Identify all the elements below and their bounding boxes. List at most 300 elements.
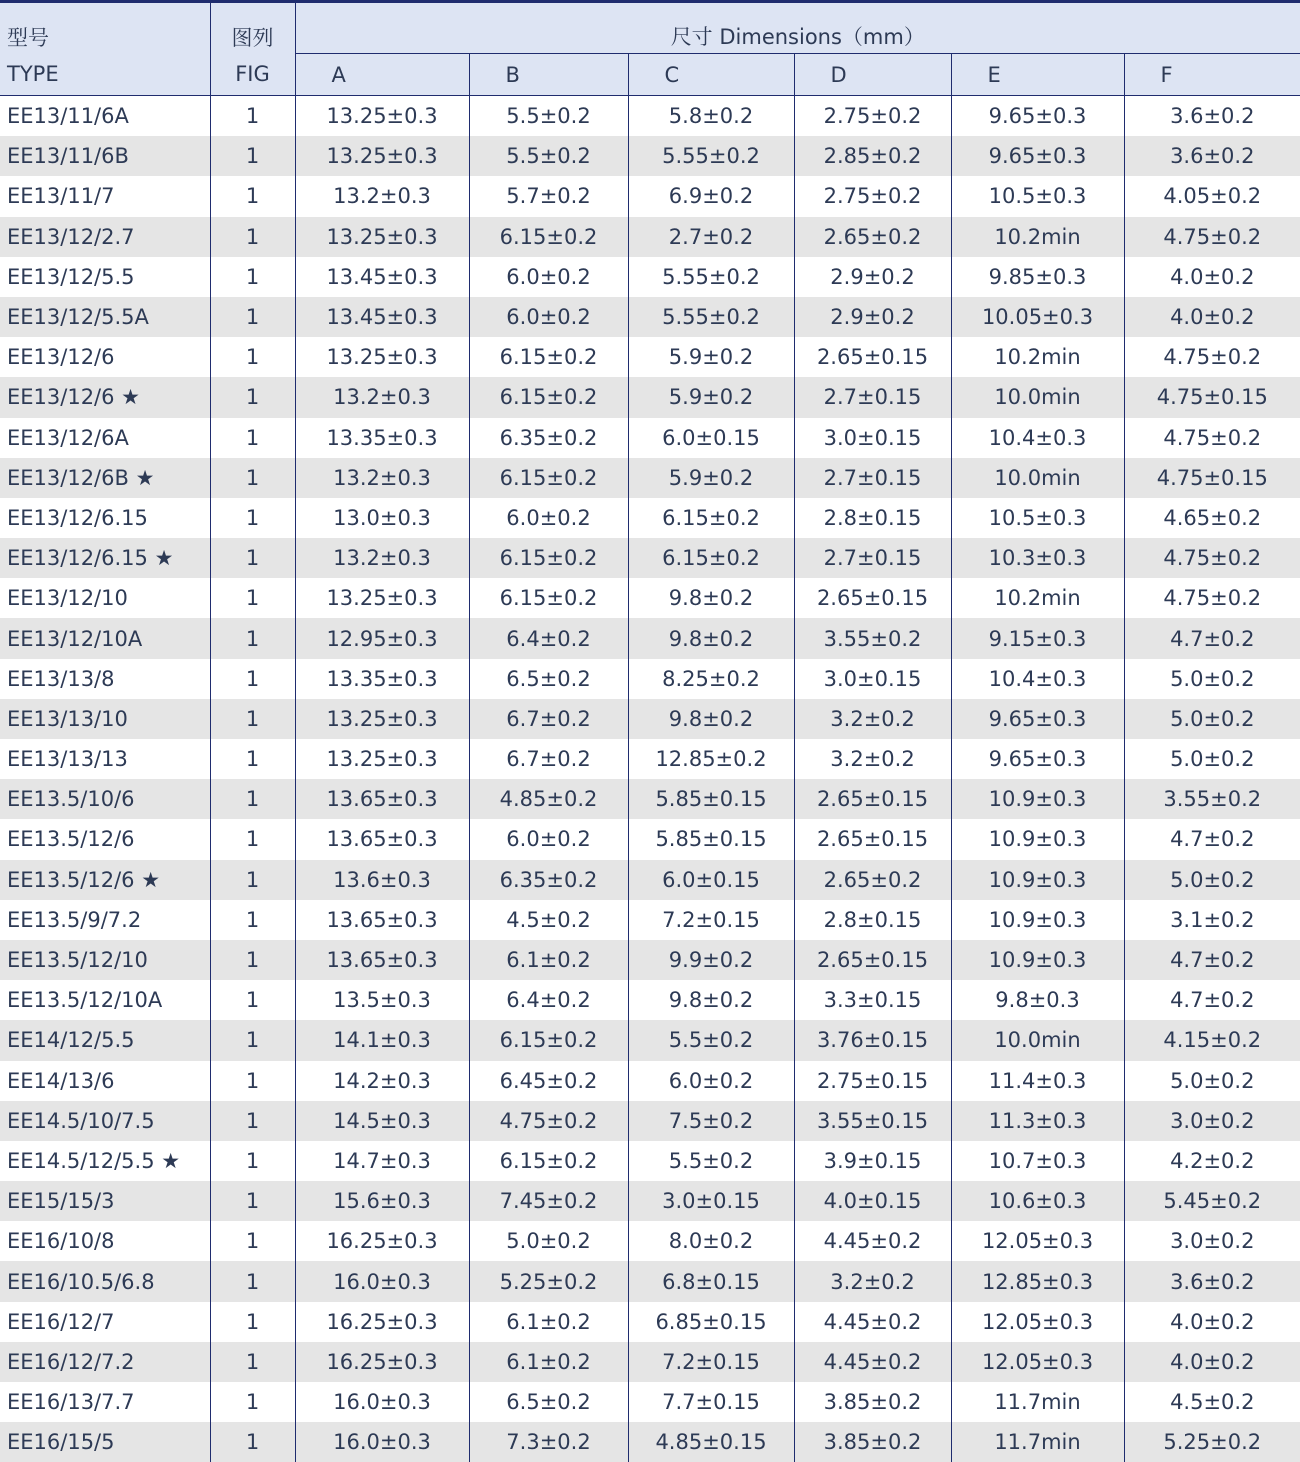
c-cell: 5.85±0.15	[628, 779, 794, 819]
table-header	[0, 3, 1300, 96]
table-row	[0, 1020, 1300, 1060]
a-cell: 13.2±0.3	[295, 538, 469, 578]
c-cell: 9.8±0.2	[628, 980, 794, 1020]
a-cell: 16.0±0.3	[295, 1261, 469, 1301]
c-cell: 12.85±0.2	[628, 739, 794, 779]
fig-cell: 1	[210, 136, 295, 176]
a-cell: 15.6±0.3	[295, 1181, 469, 1221]
e-cell: 10.4±0.3	[951, 418, 1124, 458]
e-cell: 11.4±0.3	[951, 1061, 1124, 1101]
c-cell: 7.2±0.15	[628, 900, 794, 940]
e-cell: 9.85±0.3	[951, 257, 1124, 297]
e-cell: 11.7min	[951, 1422, 1124, 1462]
c-cell: 6.0±0.2	[628, 1061, 794, 1101]
fig-cell: 1	[210, 1382, 295, 1422]
fig-cell: 1	[210, 1302, 295, 1342]
type-cell: EE16/12/7.2	[0, 1342, 210, 1382]
type-cell: EE13.5/12/10	[0, 940, 210, 980]
b-cell: 6.0±0.2	[469, 257, 628, 297]
a-cell: 13.65±0.3	[295, 819, 469, 859]
f-cell: 5.0±0.2	[1124, 860, 1300, 900]
table-row	[0, 578, 1300, 618]
e-cell: 10.9±0.3	[951, 860, 1124, 900]
e-cell: 10.4±0.3	[951, 659, 1124, 699]
d-cell: 3.2±0.2	[794, 699, 951, 739]
d-cell: 3.9±0.15	[794, 1141, 951, 1181]
f-cell: 3.1±0.2	[1124, 900, 1300, 940]
type-cell: EE13/12/2.7	[0, 217, 210, 257]
b-cell: 5.7±0.2	[469, 176, 628, 216]
b-cell: 6.15±0.2	[469, 217, 628, 257]
a-cell: 16.25±0.3	[295, 1302, 469, 1342]
table-row	[0, 940, 1300, 980]
f-cell: 5.45±0.2	[1124, 1181, 1300, 1221]
fig-cell: 1	[210, 1261, 295, 1301]
type-cell: EE16/13/7.7	[0, 1382, 210, 1422]
f-cell: 3.6±0.2	[1124, 136, 1300, 176]
f-cell: 4.75±0.2	[1124, 217, 1300, 257]
type-cell: EE13/12/5.5	[0, 257, 210, 297]
e-cell: 9.15±0.3	[951, 618, 1124, 658]
f-cell: 4.75±0.2	[1124, 418, 1300, 458]
c-cell: 6.9±0.2	[628, 176, 794, 216]
c-cell: 6.0±0.15	[628, 418, 794, 458]
type-cell: EE13/13/8	[0, 659, 210, 699]
type-cell: EE16/12/7	[0, 1302, 210, 1342]
b-cell: 6.7±0.2	[469, 699, 628, 739]
b-cell: 6.15±0.2	[469, 458, 628, 498]
f-cell: 3.6±0.2	[1124, 1261, 1300, 1301]
a-cell: 13.25±0.3	[295, 96, 469, 137]
fig-cell: 1	[210, 257, 295, 297]
table-row	[0, 136, 1300, 176]
e-cell: 10.6±0.3	[951, 1181, 1124, 1221]
type-cell: EE13/12/6A	[0, 418, 210, 458]
b-cell: 6.15±0.2	[469, 538, 628, 578]
fig-cell: 1	[210, 176, 295, 216]
f-cell: 4.65±0.2	[1124, 498, 1300, 538]
a-cell: 13.65±0.3	[295, 779, 469, 819]
b-cell: 4.5±0.2	[469, 900, 628, 940]
table-row	[0, 257, 1300, 297]
e-cell: 10.05±0.3	[951, 297, 1124, 337]
e-cell: 10.9±0.3	[951, 940, 1124, 980]
e-cell: 12.85±0.3	[951, 1261, 1124, 1301]
type-cell: EE13/11/7	[0, 176, 210, 216]
f-cell: 4.75±0.2	[1124, 538, 1300, 578]
f-cell: 3.6±0.2	[1124, 96, 1300, 137]
b-cell: 6.0±0.2	[469, 819, 628, 859]
table-row	[0, 1141, 1300, 1181]
a-cell: 13.45±0.3	[295, 297, 469, 337]
a-cell: 16.25±0.3	[295, 1342, 469, 1382]
d-cell: 2.7±0.15	[794, 377, 951, 417]
c-cell: 9.8±0.2	[628, 618, 794, 658]
a-cell: 14.5±0.3	[295, 1101, 469, 1141]
e-cell: 9.65±0.3	[951, 136, 1124, 176]
type-cell: EE14/12/5.5	[0, 1020, 210, 1060]
b-cell: 5.5±0.2	[469, 136, 628, 176]
f-cell: 4.75±0.15	[1124, 377, 1300, 417]
a-cell: 13.2±0.3	[295, 377, 469, 417]
type-header-cn: 型号	[0, 3, 210, 54]
table-row	[0, 819, 1300, 859]
c-cell: 5.5±0.2	[628, 1020, 794, 1060]
b-cell: 5.25±0.2	[469, 1261, 628, 1301]
c-cell: 9.9±0.2	[628, 940, 794, 980]
d-cell: 2.7±0.15	[794, 538, 951, 578]
b-cell: 6.5±0.2	[469, 1382, 628, 1422]
d-cell: 2.75±0.2	[794, 176, 951, 216]
table-row	[0, 1261, 1300, 1301]
a-cell: 13.45±0.3	[295, 257, 469, 297]
table-row	[0, 458, 1300, 498]
type-cell: EE14/13/6	[0, 1061, 210, 1101]
c-cell: 7.7±0.15	[628, 1382, 794, 1422]
a-cell: 14.2±0.3	[295, 1061, 469, 1101]
a-cell: 13.25±0.3	[295, 337, 469, 377]
fig-header-cn: 图列	[210, 3, 295, 54]
e-cell: 10.0min	[951, 377, 1124, 417]
d-cell: 2.65±0.15	[794, 940, 951, 980]
b-cell: 6.35±0.2	[469, 860, 628, 900]
e-cell: 10.2min	[951, 337, 1124, 377]
e-cell: 12.05±0.3	[951, 1342, 1124, 1382]
a-cell: 13.25±0.3	[295, 699, 469, 739]
b-cell: 6.5±0.2	[469, 659, 628, 699]
c-cell: 5.9±0.2	[628, 458, 794, 498]
e-cell: 12.05±0.3	[951, 1302, 1124, 1342]
e-cell: 9.65±0.3	[951, 699, 1124, 739]
b-cell: 6.15±0.2	[469, 337, 628, 377]
type-cell: EE13.5/9/7.2	[0, 900, 210, 940]
type-cell: EE13/11/6A	[0, 96, 210, 137]
fig-cell: 1	[210, 1141, 295, 1181]
b-cell: 6.15±0.2	[469, 377, 628, 417]
d-cell: 3.0±0.15	[794, 418, 951, 458]
a-cell: 13.25±0.3	[295, 578, 469, 618]
d-cell: 3.55±0.15	[794, 1101, 951, 1141]
col-header-e: E	[951, 54, 1124, 96]
e-cell: 10.9±0.3	[951, 779, 1124, 819]
type-cell: EE13/13/13	[0, 739, 210, 779]
e-cell: 10.9±0.3	[951, 819, 1124, 859]
e-cell: 10.7±0.3	[951, 1141, 1124, 1181]
table-row	[0, 337, 1300, 377]
d-cell: 2.65±0.15	[794, 819, 951, 859]
e-cell: 11.3±0.3	[951, 1101, 1124, 1141]
type-cell: EE16/10.5/6.8	[0, 1261, 210, 1301]
c-cell: 6.15±0.2	[628, 498, 794, 538]
f-cell: 4.05±0.2	[1124, 176, 1300, 216]
table-row	[0, 1422, 1300, 1462]
dimensions-header: 尺寸 Dimensions（mm）	[295, 3, 1300, 54]
e-cell: 10.5±0.3	[951, 176, 1124, 216]
f-cell: 5.0±0.2	[1124, 1061, 1300, 1101]
c-cell: 7.5±0.2	[628, 1101, 794, 1141]
fig-cell: 1	[210, 659, 295, 699]
table-row	[0, 1302, 1300, 1342]
f-cell: 4.75±0.15	[1124, 458, 1300, 498]
e-cell: 12.05±0.3	[951, 1221, 1124, 1261]
b-cell: 4.75±0.2	[469, 1101, 628, 1141]
fig-cell: 1	[210, 1181, 295, 1221]
f-cell: 4.5±0.2	[1124, 1382, 1300, 1422]
f-cell: 4.2±0.2	[1124, 1141, 1300, 1181]
fig-cell: 1	[210, 1342, 295, 1382]
b-cell: 5.0±0.2	[469, 1221, 628, 1261]
b-cell: 6.45±0.2	[469, 1061, 628, 1101]
c-cell: 3.0±0.15	[628, 1181, 794, 1221]
d-cell: 2.65±0.2	[794, 860, 951, 900]
table-row	[0, 779, 1300, 819]
fig-cell: 1	[210, 739, 295, 779]
table-row	[0, 498, 1300, 538]
table-row	[0, 860, 1300, 900]
f-cell: 3.0±0.2	[1124, 1101, 1300, 1141]
type-cell: EE14.5/10/7.5	[0, 1101, 210, 1141]
f-cell: 5.0±0.2	[1124, 659, 1300, 699]
b-cell: 6.15±0.2	[469, 1141, 628, 1181]
fig-cell: 1	[210, 699, 295, 739]
d-cell: 2.9±0.2	[794, 257, 951, 297]
d-cell: 3.55±0.2	[794, 618, 951, 658]
f-cell: 5.0±0.2	[1124, 739, 1300, 779]
f-cell: 4.75±0.2	[1124, 578, 1300, 618]
table-row	[0, 1382, 1300, 1422]
d-cell: 4.0±0.15	[794, 1181, 951, 1221]
b-cell: 6.35±0.2	[469, 418, 628, 458]
b-cell: 4.85±0.2	[469, 779, 628, 819]
f-cell: 4.7±0.2	[1124, 618, 1300, 658]
type-cell: EE13/13/10	[0, 699, 210, 739]
type-cell: EE13.5/12/10A	[0, 980, 210, 1020]
f-cell: 4.7±0.2	[1124, 940, 1300, 980]
c-cell: 6.85±0.15	[628, 1302, 794, 1342]
c-cell: 2.7±0.2	[628, 217, 794, 257]
c-cell: 5.8±0.2	[628, 96, 794, 137]
e-cell: 10.0min	[951, 1020, 1124, 1060]
fig-cell: 1	[210, 1061, 295, 1101]
type-cell: EE15/15/3	[0, 1181, 210, 1221]
d-cell: 2.65±0.2	[794, 217, 951, 257]
a-cell: 14.1±0.3	[295, 1020, 469, 1060]
type-cell: EE13/12/10	[0, 578, 210, 618]
f-cell: 4.7±0.2	[1124, 980, 1300, 1020]
a-cell: 14.7±0.3	[295, 1141, 469, 1181]
d-cell: 2.9±0.2	[794, 297, 951, 337]
col-header-c: C	[628, 54, 794, 96]
table-row	[0, 96, 1300, 137]
b-cell: 6.15±0.2	[469, 1020, 628, 1060]
fig-cell: 1	[210, 618, 295, 658]
fig-cell: 1	[210, 418, 295, 458]
d-cell: 3.2±0.2	[794, 1261, 951, 1301]
table-row	[0, 980, 1300, 1020]
f-cell: 3.0±0.2	[1124, 1221, 1300, 1261]
d-cell: 4.45±0.2	[794, 1221, 951, 1261]
c-cell: 5.55±0.2	[628, 136, 794, 176]
e-cell: 10.0min	[951, 458, 1124, 498]
b-cell: 6.0±0.2	[469, 498, 628, 538]
c-cell: 5.9±0.2	[628, 377, 794, 417]
type-cell: EE13.5/10/6	[0, 779, 210, 819]
a-cell: 13.0±0.3	[295, 498, 469, 538]
f-cell: 4.0±0.2	[1124, 297, 1300, 337]
f-cell: 4.75±0.2	[1124, 337, 1300, 377]
b-cell: 7.3±0.2	[469, 1422, 628, 1462]
c-cell: 5.9±0.2	[628, 337, 794, 377]
d-cell: 2.85±0.2	[794, 136, 951, 176]
c-cell: 6.15±0.2	[628, 538, 794, 578]
a-cell: 16.0±0.3	[295, 1422, 469, 1462]
d-cell: 3.0±0.15	[794, 659, 951, 699]
type-cell: EE13.5/12/6 ★	[0, 860, 210, 900]
c-cell: 5.5±0.2	[628, 1141, 794, 1181]
d-cell: 2.7±0.15	[794, 458, 951, 498]
table-row	[0, 1061, 1300, 1101]
type-cell: EE13/12/6B ★	[0, 458, 210, 498]
fig-cell: 1	[210, 1020, 295, 1060]
e-cell: 9.65±0.3	[951, 96, 1124, 137]
f-cell: 4.15±0.2	[1124, 1020, 1300, 1060]
e-cell: 10.3±0.3	[951, 538, 1124, 578]
fig-cell: 1	[210, 1221, 295, 1261]
a-cell: 13.25±0.3	[295, 136, 469, 176]
f-cell: 5.0±0.2	[1124, 699, 1300, 739]
c-cell: 5.85±0.15	[628, 819, 794, 859]
d-cell: 2.75±0.2	[794, 96, 951, 137]
type-cell: EE13/12/10A	[0, 618, 210, 658]
col-header-a: A	[295, 54, 469, 96]
c-cell: 9.8±0.2	[628, 699, 794, 739]
fig-header-en: FIG	[210, 54, 295, 96]
table-row	[0, 176, 1300, 216]
d-cell: 2.8±0.15	[794, 498, 951, 538]
fig-cell: 1	[210, 779, 295, 819]
c-cell: 4.85±0.15	[628, 1422, 794, 1462]
fig-cell: 1	[210, 819, 295, 859]
b-cell: 6.4±0.2	[469, 618, 628, 658]
table-body	[0, 96, 1300, 1462]
f-cell: 4.0±0.2	[1124, 1302, 1300, 1342]
a-cell: 13.5±0.3	[295, 980, 469, 1020]
fig-cell: 1	[210, 377, 295, 417]
a-cell: 13.65±0.3	[295, 940, 469, 980]
a-cell: 13.65±0.3	[295, 900, 469, 940]
e-cell: 10.5±0.3	[951, 498, 1124, 538]
table-row	[0, 900, 1300, 940]
fig-cell: 1	[210, 217, 295, 257]
fig-cell: 1	[210, 96, 295, 137]
type-cell: EE16/10/8	[0, 1221, 210, 1261]
e-cell: 9.65±0.3	[951, 739, 1124, 779]
c-cell: 8.0±0.2	[628, 1221, 794, 1261]
a-cell: 16.0±0.3	[295, 1382, 469, 1422]
b-cell: 7.45±0.2	[469, 1181, 628, 1221]
a-cell: 12.95±0.3	[295, 618, 469, 658]
fig-cell: 1	[210, 458, 295, 498]
type-cell: EE13/12/6 ★	[0, 377, 210, 417]
fig-cell: 1	[210, 337, 295, 377]
a-cell: 13.35±0.3	[295, 418, 469, 458]
fig-cell: 1	[210, 940, 295, 980]
e-cell: 9.8±0.3	[951, 980, 1124, 1020]
c-cell: 8.25±0.2	[628, 659, 794, 699]
d-cell: 2.65±0.15	[794, 337, 951, 377]
d-cell: 4.45±0.2	[794, 1342, 951, 1382]
table-row	[0, 1181, 1300, 1221]
table-row	[0, 538, 1300, 578]
table-row	[0, 418, 1300, 458]
d-cell: 3.3±0.15	[794, 980, 951, 1020]
e-cell: 10.2min	[951, 578, 1124, 618]
f-cell: 4.0±0.2	[1124, 1342, 1300, 1382]
type-cell: EE16/15/5	[0, 1422, 210, 1462]
c-cell: 6.8±0.15	[628, 1261, 794, 1301]
fig-cell: 1	[210, 498, 295, 538]
d-cell: 2.65±0.15	[794, 578, 951, 618]
fig-cell: 1	[210, 980, 295, 1020]
d-cell: 3.2±0.2	[794, 739, 951, 779]
table-row	[0, 1221, 1300, 1261]
table-row	[0, 377, 1300, 417]
table-row	[0, 1342, 1300, 1382]
c-cell: 7.2±0.15	[628, 1342, 794, 1382]
a-cell: 13.2±0.3	[295, 458, 469, 498]
d-cell: 3.76±0.15	[794, 1020, 951, 1060]
type-cell: EE13/12/6.15 ★	[0, 538, 210, 578]
b-cell: 6.7±0.2	[469, 739, 628, 779]
type-cell: EE13/12/5.5A	[0, 297, 210, 337]
a-cell: 13.2±0.3	[295, 176, 469, 216]
b-cell: 5.5±0.2	[469, 96, 628, 137]
type-cell: EE13/12/6.15	[0, 498, 210, 538]
fig-cell: 1	[210, 1422, 295, 1462]
b-cell: 6.1±0.2	[469, 940, 628, 980]
e-cell: 10.2min	[951, 217, 1124, 257]
col-header-f: F	[1124, 54, 1300, 96]
f-cell: 3.55±0.2	[1124, 779, 1300, 819]
a-cell: 16.25±0.3	[295, 1221, 469, 1261]
a-cell: 13.25±0.3	[295, 739, 469, 779]
fig-cell: 1	[210, 1101, 295, 1141]
b-cell: 6.15±0.2	[469, 578, 628, 618]
d-cell: 2.8±0.15	[794, 900, 951, 940]
a-cell: 13.35±0.3	[295, 659, 469, 699]
fig-cell: 1	[210, 860, 295, 900]
type-cell: EE13/12/6	[0, 337, 210, 377]
fig-cell: 1	[210, 297, 295, 337]
f-cell: 5.25±0.2	[1124, 1422, 1300, 1462]
f-cell: 4.0±0.2	[1124, 257, 1300, 297]
c-cell: 5.55±0.2	[628, 257, 794, 297]
c-cell: 6.0±0.15	[628, 860, 794, 900]
col-header-b: B	[469, 54, 628, 96]
a-cell: 13.6±0.3	[295, 860, 469, 900]
table-row	[0, 739, 1300, 779]
e-cell: 10.9±0.3	[951, 900, 1124, 940]
table-row	[0, 618, 1300, 658]
type-cell: EE13.5/12/6	[0, 819, 210, 859]
dimensions-table	[0, 3, 1300, 1462]
table-row	[0, 217, 1300, 257]
b-cell: 6.0±0.2	[469, 297, 628, 337]
d-cell: 3.85±0.2	[794, 1422, 951, 1462]
c-cell: 9.8±0.2	[628, 578, 794, 618]
table-row	[0, 699, 1300, 739]
type-cell: EE14.5/12/5.5 ★	[0, 1141, 210, 1181]
